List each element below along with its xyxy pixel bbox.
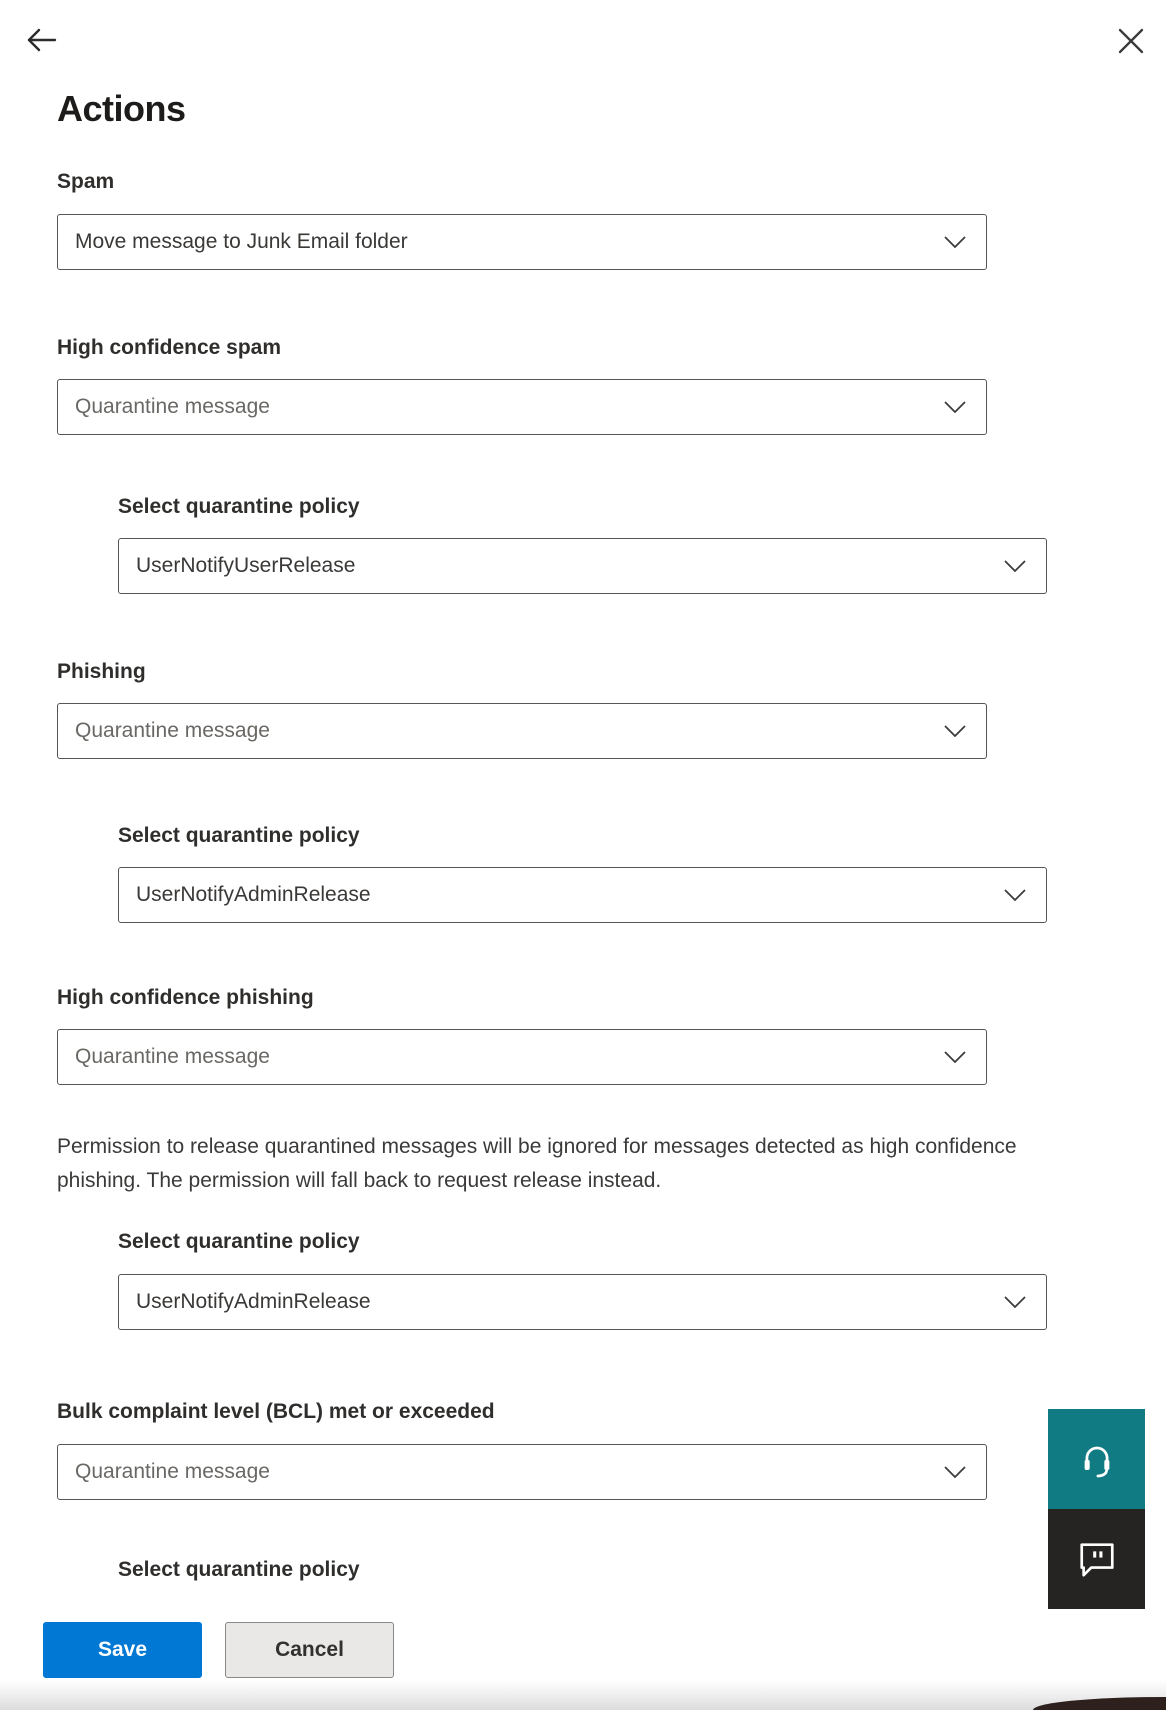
hcp-quarantine-policy-dropdown[interactable] bbox=[118, 1274, 1047, 1330]
chat-icon bbox=[1076, 1538, 1118, 1580]
spam-quarantine-policy-label: Select quarantine policy bbox=[118, 495, 360, 518]
chevron-down-icon bbox=[1004, 560, 1026, 572]
spam-dropdown-value: Move message to Junk Email folder bbox=[75, 230, 408, 253]
cancel-button[interactable]: Cancel bbox=[225, 1622, 394, 1678]
close-icon bbox=[1117, 27, 1145, 55]
chevron-down-icon bbox=[944, 401, 966, 413]
phishing-quarantine-policy-label: Select quarantine policy bbox=[118, 824, 360, 847]
bcl-dropdown[interactable] bbox=[57, 1444, 987, 1500]
high-confidence-phishing-dropdown-value: Quarantine message bbox=[75, 1045, 270, 1068]
back-button[interactable] bbox=[22, 20, 62, 60]
arrow-left-icon bbox=[24, 22, 60, 58]
page-title: Actions bbox=[57, 88, 186, 129]
save-button[interactable]: Save bbox=[43, 1622, 202, 1678]
chevron-down-icon bbox=[1004, 889, 1026, 901]
high-confidence-phishing-label: High confidence phishing bbox=[57, 986, 314, 1009]
footer-shadow bbox=[0, 1680, 1166, 1710]
phishing-dropdown-value: Quarantine message bbox=[75, 719, 270, 742]
spam-quarantine-policy-dropdown[interactable] bbox=[118, 538, 1047, 594]
support-button[interactable] bbox=[1048, 1409, 1145, 1509]
high-confidence-phishing-dropdown[interactable] bbox=[57, 1029, 987, 1085]
feedback-button[interactable] bbox=[1048, 1509, 1145, 1609]
chevron-down-icon bbox=[944, 1466, 966, 1478]
chevron-down-icon bbox=[944, 725, 966, 737]
headset-icon bbox=[1075, 1437, 1119, 1481]
high-confidence-spam-dropdown[interactable] bbox=[57, 379, 987, 435]
bcl-quarantine-policy-label: Select quarantine policy bbox=[118, 1558, 360, 1581]
close-button[interactable] bbox=[1112, 22, 1150, 60]
hcp-permission-note: Permission to release quarantined messages will be ignored for messages detected as high confidence phishing. The permission will fall back to request release instead. bbox=[57, 1135, 1017, 1192]
spam-dropdown[interactable] bbox=[57, 214, 987, 270]
spam-quarantine-policy-value: UserNotifyUserRelease bbox=[136, 554, 356, 577]
chevron-down-icon bbox=[944, 1051, 966, 1063]
phishing-quarantine-policy-value: UserNotifyAdminRelease bbox=[136, 883, 371, 906]
high-confidence-spam-label: High confidence spam bbox=[57, 336, 282, 359]
phishing-dropdown[interactable] bbox=[57, 703, 987, 759]
hcp-quarantine-policy-value: UserNotifyAdminRelease bbox=[136, 1290, 371, 1313]
phishing-quarantine-policy-dropdown[interactable] bbox=[118, 867, 1047, 923]
chevron-down-icon bbox=[944, 236, 966, 248]
phishing-label: Phishing bbox=[57, 660, 146, 683]
chevron-down-icon bbox=[1004, 1296, 1026, 1308]
bcl-label: Bulk complaint level (BCL) met or exceeded bbox=[57, 1400, 495, 1423]
high-confidence-spam-dropdown-value: Quarantine message bbox=[75, 395, 270, 418]
hcp-quarantine-policy-label: Select quarantine policy bbox=[118, 1230, 360, 1253]
bcl-dropdown-value: Quarantine message bbox=[75, 1460, 270, 1483]
spam-label: Spam bbox=[57, 170, 115, 193]
